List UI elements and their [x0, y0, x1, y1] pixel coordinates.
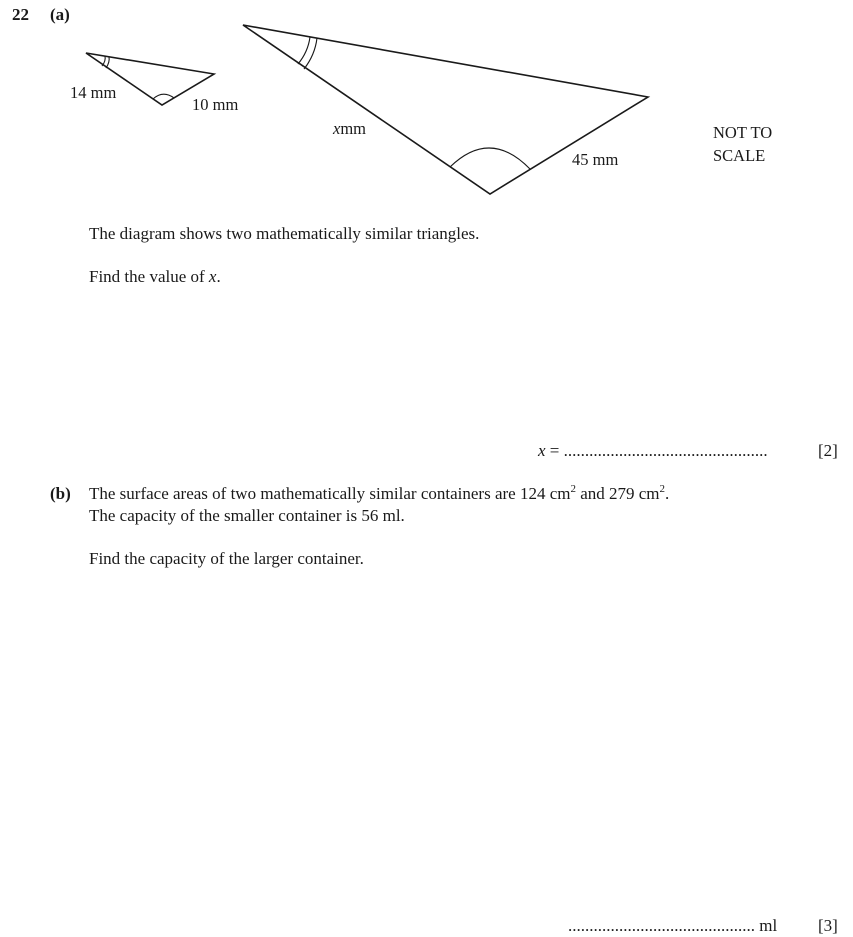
- part-b-line-1-prefix: The surface areas of two mathematically similar containers are 124 cm: [89, 484, 571, 503]
- large-right-side-label: 45 mm: [572, 150, 619, 169]
- large-left-side-label: [333, 119, 366, 139]
- part-b-line-2: The capacity of the smaller container is 56 ml.: [89, 506, 405, 525]
- small-triangle-double-angle-arc-1: [102, 56, 105, 66]
- part-a-instruction-prefix: Find the value of: [89, 267, 209, 286]
- large-triangle-double-angle-arc-1: [298, 37, 310, 64]
- small-triangle-single-angle-arc: [153, 94, 174, 99]
- large-triangle-double-angle-arc-2: [304, 38, 317, 69]
- large-left-side-unit: mm: [340, 119, 366, 138]
- part-b-answer-line: [568, 916, 777, 936]
- part-b-line-1-mid: and 279 cm: [575, 484, 660, 503]
- part-a-answer-variable: x: [538, 441, 546, 460]
- large-triangle-single-angle-arc: [450, 148, 530, 169]
- part-b-answer-blank[interactable]: ............................................: [568, 916, 755, 935]
- part-a-label: (a): [50, 5, 70, 24]
- not-to-scale-line-2: SCALE: [713, 146, 766, 165]
- part-a-answer-blank[interactable]: ................................................: [563, 441, 768, 460]
- small-triangle-double-angle-arc-2: [106, 57, 109, 68]
- part-a-instruction-variable: x: [208, 267, 217, 286]
- large-left-side-variable: x: [333, 119, 341, 138]
- part-b-line-1-end: .: [665, 484, 670, 503]
- part-a-statement: The diagram shows two mathematically similar triangles.: [89, 224, 480, 243]
- part-b-exponent-2: 2: [659, 483, 666, 495]
- question-number: 22: [12, 5, 29, 24]
- part-b-label: (b): [50, 484, 71, 503]
- small-right-side-label: 10 mm: [192, 95, 239, 114]
- part-b-exponent-1: 2: [570, 483, 576, 495]
- part-b-marks: [3]: [818, 916, 838, 935]
- not-to-scale-line-1: NOT TO: [713, 123, 773, 142]
- part-a-instruction: [89, 267, 221, 287]
- part-a-marks: [2]: [818, 441, 838, 460]
- part-b-line-1: [89, 484, 669, 504]
- part-a-answer-equals: =: [545, 441, 564, 460]
- part-b-instruction: Find the capacity of the larger container.: [89, 549, 364, 568]
- part-a-instruction-suffix: .: [216, 267, 221, 286]
- small-left-side-label: 14 mm: [70, 83, 117, 102]
- part-a-answer-line: [538, 441, 768, 461]
- part-b-answer-unit: ml: [755, 916, 778, 935]
